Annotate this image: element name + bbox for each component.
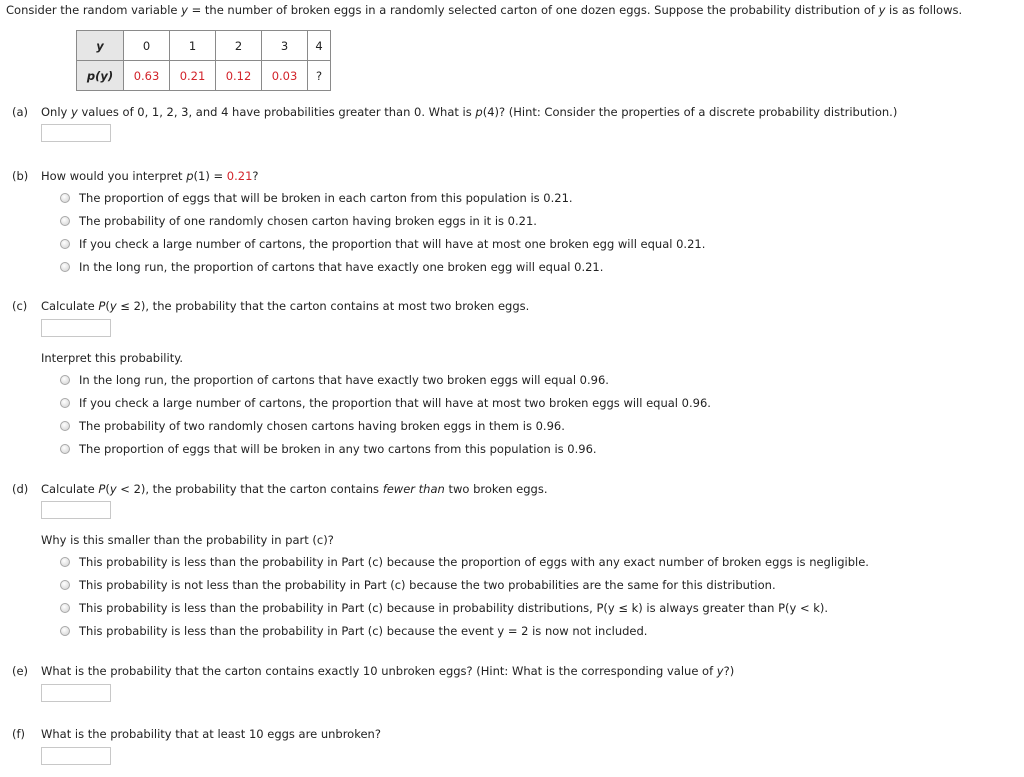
part-f-label: (f) <box>12 727 26 741</box>
part-e-question: What is the probability that the carton contains exactly 10 unbroken eggs? (Hint: What is the corresponding value of y?) <box>41 664 735 678</box>
radio-button[interactable] <box>60 603 70 613</box>
p-header: p(y) <box>77 61 124 91</box>
radio-button[interactable] <box>60 239 70 249</box>
part-c-option-2[interactable]: If you check a large number of cartons, the proportion that will have at most two broken eggs will equal 0.96. <box>60 396 711 410</box>
part-a-label: (a) <box>12 105 29 119</box>
part-d-option-2[interactable]: This probability is not less than the probability in Part (c) because the two probabilities are the same for this distribution. <box>60 578 776 592</box>
p-cell: ? <box>308 61 331 91</box>
part-d-option-1[interactable]: This probability is less than the probability in Part (c) because the proportion of eggs with any exact number of broken eggs is negligible. <box>60 555 869 569</box>
p-cell: 0.21 <box>170 61 216 91</box>
part-a-question: Only y values of 0, 1, 2, 3, and 4 have probabilities greater than 0. What is p(4)? (Hint: Consider the properties of a discrete probability distribution.) <box>41 105 898 119</box>
part-d-question: Calculate P(y < 2), the probability that the carton contains fewer than two broken eggs. <box>41 482 548 496</box>
radio-button[interactable] <box>60 626 70 636</box>
part-d-option-4[interactable]: This probability is less than the probability in Part (c) because the event y = 2 is now not included. <box>60 624 647 638</box>
radio-button[interactable] <box>60 262 70 272</box>
part-b-label: (b) <box>12 169 29 183</box>
part-c-option-3[interactable]: The probability of two randomly chosen cartons having broken eggs in them is 0.96. <box>60 419 565 433</box>
y-cell: 4 <box>308 31 331 61</box>
radio-button[interactable] <box>60 398 70 408</box>
y-cell: 3 <box>262 31 308 61</box>
p-cell: 0.63 <box>124 61 170 91</box>
part-b-option-4[interactable]: In the long run, the proportion of cartons that have exactly one broken egg will equal 0.21. <box>60 260 603 274</box>
part-c-option-1[interactable]: In the long run, the proportion of cartons that have exactly two broken eggs will equal 0.96. <box>60 373 609 387</box>
p-row <box>77 61 331 91</box>
radio-button[interactable] <box>60 444 70 454</box>
y-row <box>77 31 331 61</box>
part-d-option-3[interactable]: This probability is less than the probability in Part (c) because in probability distributions, P(y ≤ k) is always greater than P(y < k). <box>60 601 828 615</box>
radio-button[interactable] <box>60 557 70 567</box>
radio-button[interactable] <box>60 580 70 590</box>
y-cell: 0 <box>124 31 170 61</box>
problem-intro: Consider the random variable y = the number of broken eggs in a randomly selected carton of one dozen eggs. Suppose the probability distribution of y is as follows. <box>6 3 963 17</box>
y-cell: 2 <box>216 31 262 61</box>
radio-button[interactable] <box>60 375 70 385</box>
part-c-label: (c) <box>12 299 28 313</box>
p-cell: 0.12 <box>216 61 262 91</box>
radio-button[interactable] <box>60 421 70 431</box>
part-c-question: Calculate P(y ≤ 2), the probability that the carton contains at most two broken eggs. <box>41 299 530 313</box>
part-c-interpret-prompt: Interpret this probability. <box>41 351 184 365</box>
radio-button[interactable] <box>60 193 70 203</box>
radio-button[interactable] <box>60 216 70 226</box>
part-f-question: What is the probability that at least 10 eggs are unbroken? <box>41 727 381 741</box>
part-b-option-3[interactable]: If you check a large number of cartons, the proportion that will have at most one broken egg will equal 0.21. <box>60 237 705 251</box>
part-d-label: (d) <box>12 482 29 496</box>
part-e-answer-input[interactable] <box>41 684 111 702</box>
part-c-answer-input[interactable] <box>41 319 111 337</box>
y-header: y <box>77 31 124 61</box>
p-cell: 0.03 <box>262 61 308 91</box>
probability-distribution-table <box>76 30 331 91</box>
y-cell: 1 <box>170 31 216 61</box>
part-d-answer-input[interactable] <box>41 501 111 519</box>
part-b-option-2[interactable]: The probability of one randomly chosen carton having broken eggs in it is 0.21. <box>60 214 537 228</box>
part-c-option-4[interactable]: The proportion of eggs that will be broken in any two cartons from this population is 0.96. <box>60 442 597 456</box>
part-b-question: How would you interpret p(1) = 0.21? <box>41 169 259 183</box>
part-d-why-prompt: Why is this smaller than the probability in part (c)? <box>41 533 334 547</box>
part-b-option-1[interactable]: The proportion of eggs that will be broken in each carton from this population is 0.21. <box>60 191 573 205</box>
part-a-answer-input[interactable] <box>41 124 111 142</box>
part-f-answer-input[interactable] <box>41 747 111 765</box>
part-e-label: (e) <box>12 664 29 678</box>
